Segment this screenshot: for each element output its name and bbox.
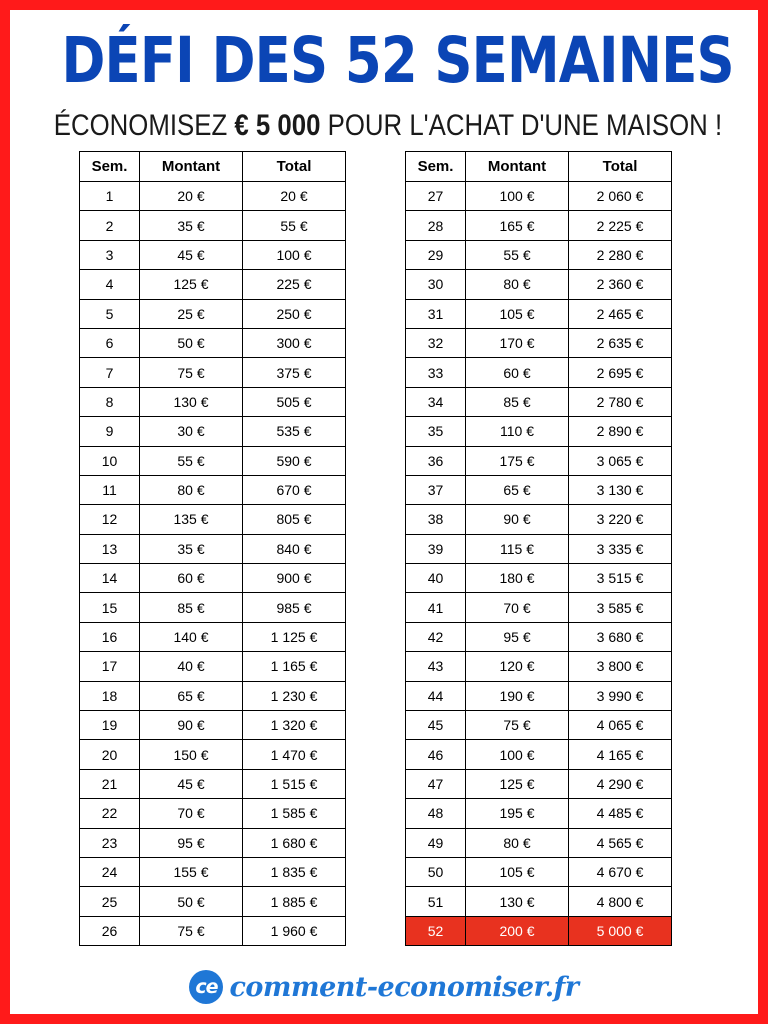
cell-sem: 25 bbox=[80, 887, 140, 916]
cell-sem: 15 bbox=[80, 593, 140, 622]
cell-sem: 30 bbox=[406, 270, 466, 299]
cell-montant: 35 € bbox=[140, 534, 243, 563]
table-row bbox=[80, 887, 346, 916]
cell-montant: 155 € bbox=[140, 857, 243, 886]
subtitle-amount: € 5 000 bbox=[234, 109, 321, 142]
cell-montant: 30 € bbox=[140, 417, 243, 446]
cell-total: 4 165 € bbox=[569, 740, 672, 769]
cell-sem: 40 bbox=[406, 564, 466, 593]
table-row bbox=[406, 769, 672, 798]
cell-sem: 17 bbox=[80, 652, 140, 681]
cell-montant: 70 € bbox=[140, 799, 243, 828]
cell-montant: 20 € bbox=[140, 182, 243, 211]
table-row bbox=[406, 358, 672, 387]
table-row bbox=[80, 564, 346, 593]
cell-sem: 35 bbox=[406, 417, 466, 446]
cell-total: 4 485 € bbox=[569, 799, 672, 828]
table-row bbox=[406, 211, 672, 240]
cell-sem: 52 bbox=[406, 916, 466, 945]
cell-total: 670 € bbox=[243, 475, 346, 504]
cell-montant: 65 € bbox=[140, 681, 243, 710]
table-row bbox=[80, 505, 346, 534]
cell-sem: 26 bbox=[80, 916, 140, 945]
table-row bbox=[406, 387, 672, 416]
cell-montant: 80 € bbox=[140, 475, 243, 504]
cell-sem: 13 bbox=[80, 534, 140, 563]
cell-sem: 48 bbox=[406, 799, 466, 828]
savings-table-weeks-1-26 bbox=[79, 151, 346, 946]
cell-montant: 150 € bbox=[140, 740, 243, 769]
table-row bbox=[80, 211, 346, 240]
cell-sem: 18 bbox=[80, 681, 140, 710]
table-row bbox=[406, 475, 672, 504]
cell-sem: 34 bbox=[406, 387, 466, 416]
cell-sem: 41 bbox=[406, 593, 466, 622]
table-row bbox=[80, 652, 346, 681]
table-row bbox=[80, 299, 346, 328]
cell-total: 4 565 € bbox=[569, 828, 672, 857]
table-row bbox=[80, 622, 346, 651]
site-footer bbox=[0, 970, 768, 1014]
cell-total: 3 515 € bbox=[569, 564, 672, 593]
cell-total: 3 220 € bbox=[569, 505, 672, 534]
table-row bbox=[80, 711, 346, 740]
table-row bbox=[406, 887, 672, 916]
cell-total: 1 680 € bbox=[243, 828, 346, 857]
table-row bbox=[80, 446, 346, 475]
cell-total: 3 800 € bbox=[569, 652, 672, 681]
table-row bbox=[80, 328, 346, 357]
cell-sem: 28 bbox=[406, 211, 466, 240]
cell-montant: 190 € bbox=[466, 681, 569, 710]
table-row bbox=[406, 652, 672, 681]
cell-montant: 170 € bbox=[466, 328, 569, 357]
table-row bbox=[80, 916, 346, 945]
cell-sem: 51 bbox=[406, 887, 466, 916]
cell-montant: 85 € bbox=[466, 387, 569, 416]
cell-total: 535 € bbox=[243, 417, 346, 446]
cell-sem: 2 bbox=[80, 211, 140, 240]
cell-sem: 45 bbox=[406, 711, 466, 740]
cell-total: 1 125 € bbox=[243, 622, 346, 651]
table-row bbox=[406, 182, 672, 211]
table-row bbox=[406, 681, 672, 710]
cell-montant: 125 € bbox=[140, 270, 243, 299]
cell-sem: 1 bbox=[80, 182, 140, 211]
header-montant: Montant bbox=[140, 152, 243, 182]
cell-montant: 90 € bbox=[140, 711, 243, 740]
cell-total: 3 335 € bbox=[569, 534, 672, 563]
cell-total: 1 885 € bbox=[243, 887, 346, 916]
cell-montant: 55 € bbox=[140, 446, 243, 475]
cell-sem: 19 bbox=[80, 711, 140, 740]
table-row bbox=[406, 270, 672, 299]
cell-total: 2 780 € bbox=[569, 387, 672, 416]
cell-total: 4 290 € bbox=[569, 769, 672, 798]
table-row bbox=[80, 240, 346, 269]
table-row bbox=[80, 799, 346, 828]
table-row bbox=[406, 534, 672, 563]
site-logo-icon: ce bbox=[189, 970, 223, 1004]
page-subtitle bbox=[53, 104, 723, 148]
cell-total: 505 € bbox=[243, 387, 346, 416]
cell-sem: 36 bbox=[406, 446, 466, 475]
cell-sem: 4 bbox=[80, 270, 140, 299]
cell-montant: 40 € bbox=[140, 652, 243, 681]
cell-total: 300 € bbox=[243, 328, 346, 357]
cell-sem: 11 bbox=[80, 475, 140, 504]
table-row bbox=[406, 622, 672, 651]
cell-sem: 43 bbox=[406, 652, 466, 681]
table-row bbox=[80, 387, 346, 416]
cell-total: 2 060 € bbox=[569, 182, 672, 211]
cell-total: 2 635 € bbox=[569, 328, 672, 357]
cell-montant: 115 € bbox=[466, 534, 569, 563]
page-title: DÉFI DES 52 SEMAINES bbox=[61, 24, 734, 97]
table-row bbox=[406, 828, 672, 857]
cell-montant: 45 € bbox=[140, 240, 243, 269]
cell-montant: 130 € bbox=[466, 887, 569, 916]
cell-sem: 29 bbox=[406, 240, 466, 269]
table-row bbox=[406, 417, 672, 446]
table-row bbox=[406, 740, 672, 769]
cell-total: 805 € bbox=[243, 505, 346, 534]
cell-montant: 135 € bbox=[140, 505, 243, 534]
cell-sem: 24 bbox=[80, 857, 140, 886]
cell-montant: 50 € bbox=[140, 328, 243, 357]
cell-total: 2 280 € bbox=[569, 240, 672, 269]
cell-montant: 105 € bbox=[466, 857, 569, 886]
cell-total: 3 990 € bbox=[569, 681, 672, 710]
cell-sem: 8 bbox=[80, 387, 140, 416]
cell-montant: 105 € bbox=[466, 299, 569, 328]
cell-montant: 35 € bbox=[140, 211, 243, 240]
cell-montant: 130 € bbox=[140, 387, 243, 416]
cell-total: 1 585 € bbox=[243, 799, 346, 828]
table-row bbox=[406, 799, 672, 828]
cell-total: 20 € bbox=[243, 182, 346, 211]
table-row bbox=[80, 534, 346, 563]
cell-total: 1 320 € bbox=[243, 711, 346, 740]
cell-total: 590 € bbox=[243, 446, 346, 475]
cell-total: 3 680 € bbox=[569, 622, 672, 651]
cell-montant: 60 € bbox=[140, 564, 243, 593]
table-row bbox=[406, 711, 672, 740]
cell-total: 1 165 € bbox=[243, 652, 346, 681]
table-row bbox=[80, 182, 346, 211]
cell-sem: 10 bbox=[80, 446, 140, 475]
cell-montant: 45 € bbox=[140, 769, 243, 798]
cell-total: 4 065 € bbox=[569, 711, 672, 740]
table-row bbox=[406, 857, 672, 886]
cell-montant: 65 € bbox=[466, 475, 569, 504]
table-row bbox=[406, 564, 672, 593]
cell-sem: 33 bbox=[406, 358, 466, 387]
cell-total: 225 € bbox=[243, 270, 346, 299]
table-row bbox=[406, 593, 672, 622]
cell-total: 375 € bbox=[243, 358, 346, 387]
cell-total: 2 465 € bbox=[569, 299, 672, 328]
cell-montant: 70 € bbox=[466, 593, 569, 622]
cell-montant: 75 € bbox=[466, 711, 569, 740]
cell-total: 4 800 € bbox=[569, 887, 672, 916]
cell-montant: 80 € bbox=[466, 828, 569, 857]
cell-montant: 80 € bbox=[466, 270, 569, 299]
header-total: Total bbox=[243, 152, 346, 182]
cell-total: 55 € bbox=[243, 211, 346, 240]
cell-total: 1 230 € bbox=[243, 681, 346, 710]
header-montant: Montant bbox=[466, 152, 569, 182]
cell-sem: 23 bbox=[80, 828, 140, 857]
subtitle-suffix: POUR L'ACHAT D'UNE MAISON ! bbox=[320, 109, 723, 142]
cell-montant: 50 € bbox=[140, 887, 243, 916]
cell-montant: 140 € bbox=[140, 622, 243, 651]
cell-sem: 47 bbox=[406, 769, 466, 798]
cell-sem: 3 bbox=[80, 240, 140, 269]
cell-sem: 22 bbox=[80, 799, 140, 828]
table-row bbox=[80, 358, 346, 387]
table-row bbox=[406, 446, 672, 475]
table-row bbox=[80, 857, 346, 886]
cell-montant: 180 € bbox=[466, 564, 569, 593]
cell-total: 4 670 € bbox=[569, 857, 672, 886]
cell-sem: 16 bbox=[80, 622, 140, 651]
cell-sem: 7 bbox=[80, 358, 140, 387]
header-total: Total bbox=[569, 152, 672, 182]
site-name-link[interactable]: comment-economiser.fr bbox=[229, 971, 579, 1003]
cell-total: 1 960 € bbox=[243, 916, 346, 945]
table-row bbox=[406, 328, 672, 357]
table-row bbox=[80, 828, 346, 857]
cell-total: 840 € bbox=[243, 534, 346, 563]
table-row bbox=[80, 740, 346, 769]
table-row bbox=[406, 299, 672, 328]
cell-montant: 120 € bbox=[466, 652, 569, 681]
cell-sem: 44 bbox=[406, 681, 466, 710]
cell-sem: 31 bbox=[406, 299, 466, 328]
cell-total: 3 130 € bbox=[569, 475, 672, 504]
cell-montant: 95 € bbox=[466, 622, 569, 651]
table-row bbox=[80, 593, 346, 622]
cell-montant: 195 € bbox=[466, 799, 569, 828]
cell-sem: 12 bbox=[80, 505, 140, 534]
cell-sem: 42 bbox=[406, 622, 466, 651]
cell-montant: 175 € bbox=[466, 446, 569, 475]
cell-total: 2 225 € bbox=[569, 211, 672, 240]
cell-sem: 50 bbox=[406, 857, 466, 886]
table-row bbox=[406, 505, 672, 534]
table-row bbox=[80, 475, 346, 504]
cell-sem: 32 bbox=[406, 328, 466, 357]
cell-total: 1 835 € bbox=[243, 857, 346, 886]
header-sem: Sem. bbox=[406, 152, 466, 182]
cell-total: 2 360 € bbox=[569, 270, 672, 299]
cell-sem: 27 bbox=[406, 182, 466, 211]
cell-total: 3 065 € bbox=[569, 446, 672, 475]
table-row bbox=[406, 240, 672, 269]
cell-total: 900 € bbox=[243, 564, 346, 593]
cell-sem: 9 bbox=[80, 417, 140, 446]
cell-total: 1 470 € bbox=[243, 740, 346, 769]
table-row bbox=[406, 916, 672, 945]
cell-montant: 25 € bbox=[140, 299, 243, 328]
savings-table-weeks-27-52 bbox=[405, 151, 672, 946]
cell-total: 2 695 € bbox=[569, 358, 672, 387]
cell-total: 2 890 € bbox=[569, 417, 672, 446]
cell-montant: 200 € bbox=[466, 916, 569, 945]
table-header-row bbox=[406, 152, 672, 182]
cell-total: 5 000 € bbox=[569, 916, 672, 945]
cell-total: 3 585 € bbox=[569, 593, 672, 622]
cell-montant: 165 € bbox=[466, 211, 569, 240]
table-row bbox=[80, 270, 346, 299]
cell-sem: 5 bbox=[80, 299, 140, 328]
cell-montant: 125 € bbox=[466, 769, 569, 798]
cell-sem: 37 bbox=[406, 475, 466, 504]
cell-sem: 49 bbox=[406, 828, 466, 857]
cell-sem: 20 bbox=[80, 740, 140, 769]
cell-sem: 21 bbox=[80, 769, 140, 798]
cell-total: 985 € bbox=[243, 593, 346, 622]
cell-montant: 100 € bbox=[466, 182, 569, 211]
cell-montant: 90 € bbox=[466, 505, 569, 534]
cell-montant: 85 € bbox=[140, 593, 243, 622]
cell-sem: 14 bbox=[80, 564, 140, 593]
cell-total: 250 € bbox=[243, 299, 346, 328]
table-row bbox=[80, 769, 346, 798]
table-header-row bbox=[80, 152, 346, 182]
cell-total: 1 515 € bbox=[243, 769, 346, 798]
cell-montant: 60 € bbox=[466, 358, 569, 387]
cell-sem: 46 bbox=[406, 740, 466, 769]
subtitle-prefix: ÉCONOMISEZ bbox=[53, 109, 235, 142]
cell-montant: 75 € bbox=[140, 358, 243, 387]
table-row bbox=[80, 417, 346, 446]
cell-montant: 55 € bbox=[466, 240, 569, 269]
cell-sem: 39 bbox=[406, 534, 466, 563]
cell-sem: 38 bbox=[406, 505, 466, 534]
cell-montant: 75 € bbox=[140, 916, 243, 945]
table-row bbox=[80, 681, 346, 710]
cell-montant: 110 € bbox=[466, 417, 569, 446]
cell-sem: 6 bbox=[80, 328, 140, 357]
cell-montant: 95 € bbox=[140, 828, 243, 857]
header-sem: Sem. bbox=[80, 152, 140, 182]
cell-total: 100 € bbox=[243, 240, 346, 269]
cell-montant: 100 € bbox=[466, 740, 569, 769]
